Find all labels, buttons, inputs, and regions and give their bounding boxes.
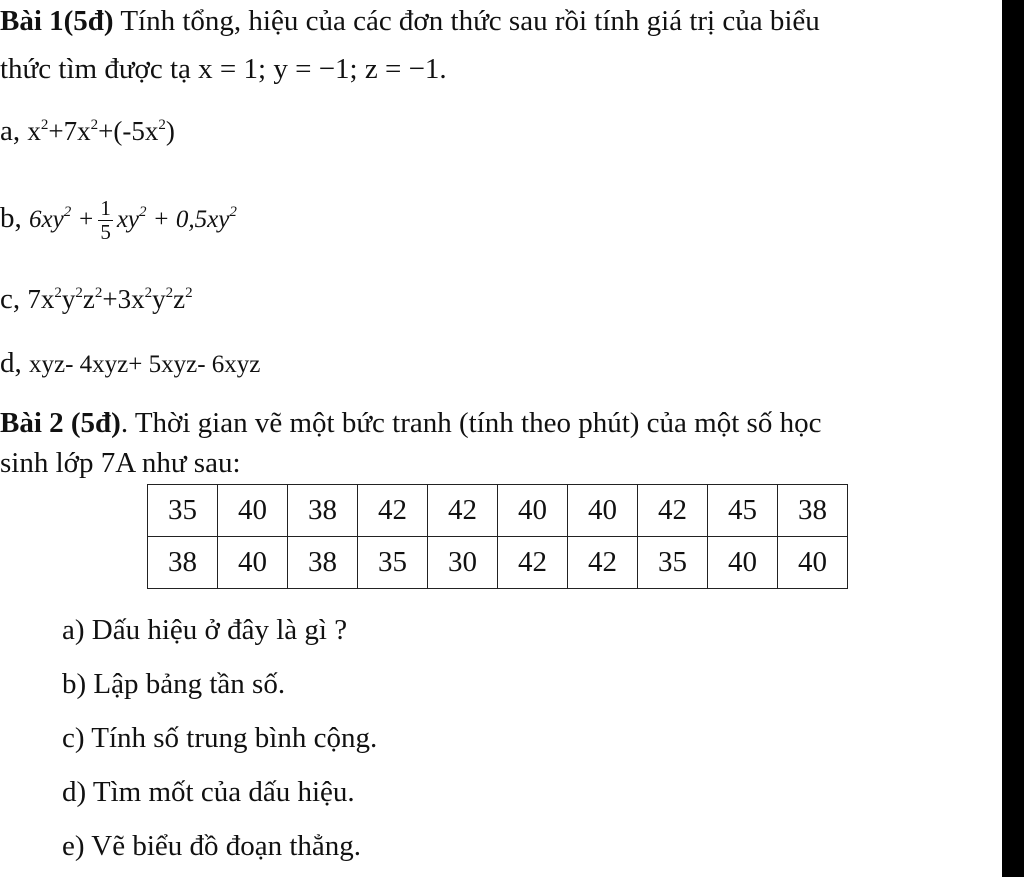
table-cell: 38	[288, 485, 358, 537]
item-b-expression: $6xy^2$ +	[29, 204, 95, 234]
bai2-line1	[0, 406, 821, 440]
table-cell: 38	[148, 537, 218, 589]
item-c-expression: $7x^2y^2z^2+3x^2y^2z^2$	[27, 284, 193, 314]
item-a	[0, 114, 175, 148]
table-cell: 40	[218, 485, 288, 537]
item-b: b, $6xy^2$ + $\frac{1}{5}$ $xy^2 + 0,5xy^2$	[0, 196, 237, 244]
table-row	[148, 537, 848, 589]
fraction-one-fifth: $\frac{1}{5}$	[100, 196, 111, 244]
table-cell: 35	[358, 537, 428, 589]
item-a-expression: $x^2+7x^2+(-5x^2)$	[27, 116, 175, 146]
table-cell: 45	[708, 485, 778, 537]
bai1-line2: thức tìm được tạ x = 1; y = −1; z = −1.	[0, 53, 447, 85]
table-cell: 40	[218, 537, 288, 589]
item-d-label: d,	[0, 347, 22, 379]
item-d-expression: xyz- 4xyz+ 5xyz- 6xyz	[29, 351, 261, 378]
table-cell: 40	[568, 485, 638, 537]
question-e: e) Vẽ biểu đồ đoạn thẳng.	[62, 830, 362, 862]
data-table	[147, 484, 848, 589]
table-cell: 40	[778, 537, 848, 589]
table-cell: 40	[498, 485, 568, 537]
question-c: c) Tính số trung bình cộng.	[62, 722, 378, 754]
right-edge-bar	[1002, 0, 1024, 877]
bai1-heading: Bài 1(5đ)	[0, 5, 114, 37]
table-cell: 42	[358, 485, 428, 537]
bai1-text-1: Tính tổng, hiệu của các đơn thức sau rồi tính giá trị của biểu	[113, 5, 820, 37]
item-b-label: b,	[0, 202, 22, 235]
table-cell: 38	[288, 537, 358, 589]
table-cell: 42	[568, 537, 638, 589]
bai2-text-1: . Thời gian vẽ một bức tranh (tính theo phút) của một số học	[120, 407, 822, 439]
table-cell: 40	[708, 537, 778, 589]
table-cell: 42	[428, 485, 498, 537]
item-a-label: a,	[0, 115, 21, 147]
item-d	[0, 346, 260, 382]
question-b: b) Lập bảng tần số.	[62, 668, 286, 700]
table-cell: 30	[428, 537, 498, 589]
item-c	[0, 282, 193, 316]
table-row	[148, 485, 848, 537]
table-cell: 42	[498, 537, 568, 589]
table-cell: 42	[638, 485, 708, 537]
bai2-heading: Bài 2 (5đ)	[0, 407, 121, 439]
table-cell: 38	[778, 485, 848, 537]
item-c-label: c,	[0, 283, 21, 315]
bai2-line2: sinh lớp 7A như sau:	[0, 447, 241, 479]
table-cell: 35	[148, 485, 218, 537]
bai1-line1	[0, 4, 820, 38]
question-a: a) Dấu hiệu ở đây là gì ?	[62, 614, 348, 646]
table-cell: 35	[638, 537, 708, 589]
question-d: d) Tìm mốt của dấu hiệu.	[62, 776, 355, 808]
